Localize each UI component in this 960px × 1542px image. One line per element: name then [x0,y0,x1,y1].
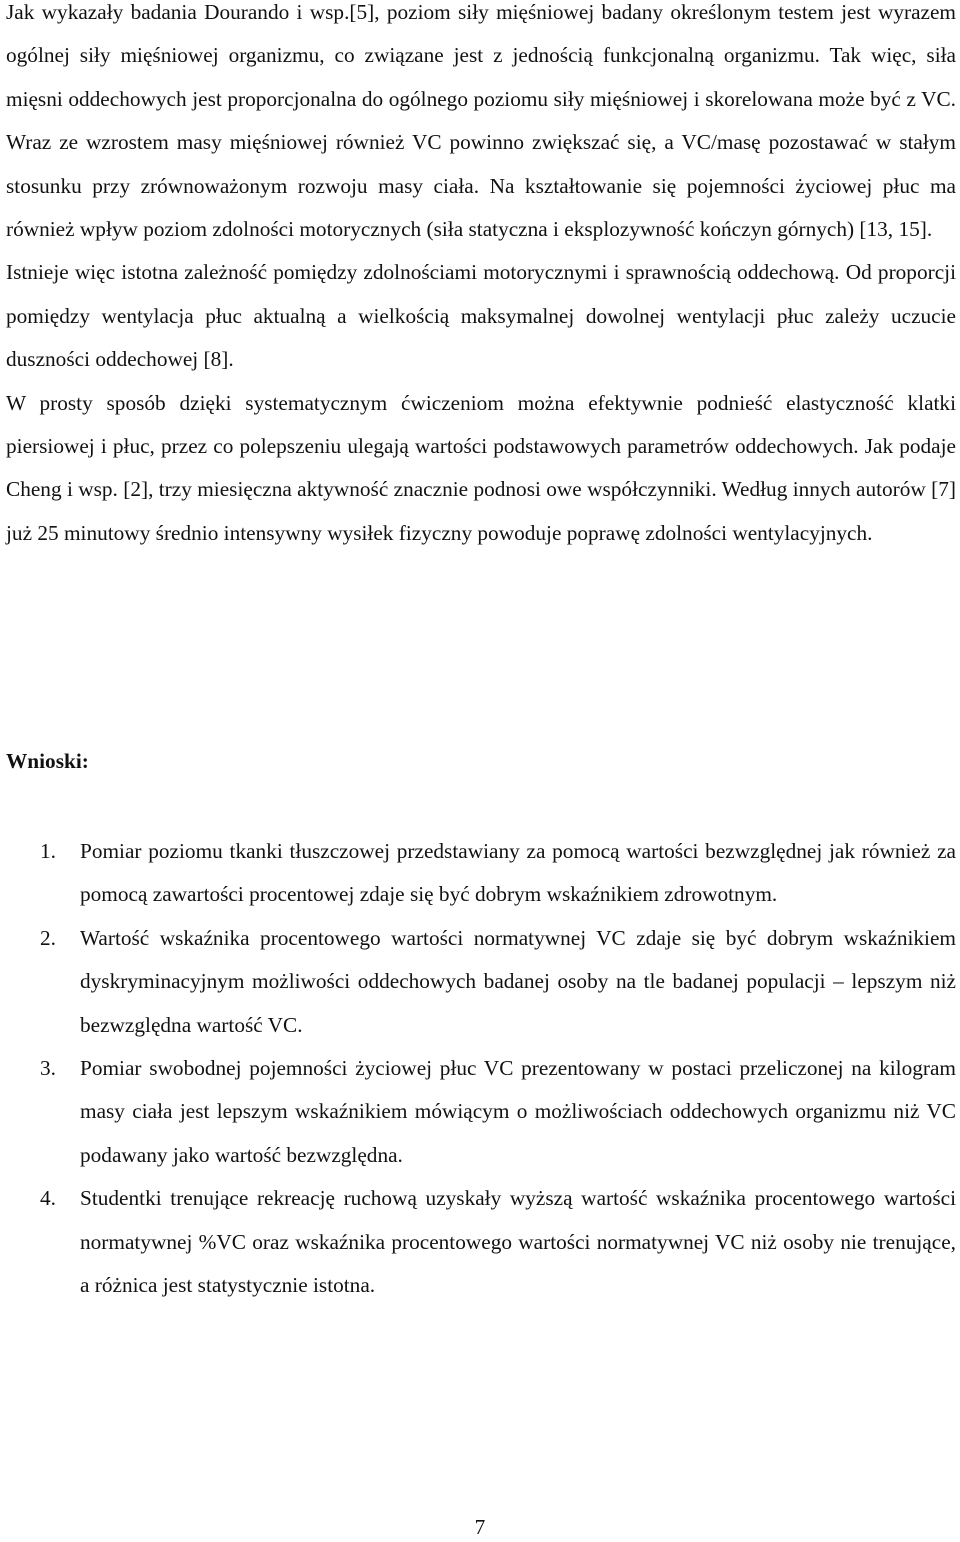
list-item-number: 1. [40,839,56,863]
paragraph: W prosty sposób dzięki systematycznym ćwiczeniom można efektywnie podnieść elastyczność klatki piersiowej i płuc, przez co polepszeniu ulegają wartości podstawowych parametrów oddechowych. Jak podaje Cheng i wsp. [2], trzy miesięczna aktywność znacznie podnosi owe współczynniki. Według innych autorów [7] już 25 minutowy średnio intensywny wysiłek fizyczny powoduje poprawę zdolności wentylacyjnych. [6,390,956,545]
list-item [0,917,956,1047]
list-item-text: Pomiar poziomu tkanki tłuszczowej przedstawiany za pomocą wartości bezwzględnej jak również za pomocą zawartości procentowej zdaje się być dobrym wskaźnikiem zdrowotnym. [80,839,956,907]
list-item [0,830,956,917]
list-item-number: 2. [40,925,56,950]
list-item-number: 3. [40,1056,56,1081]
conclusions-heading: Wnioski: [6,749,89,773]
list-item-number: 4. [40,1186,56,1211]
document-body [6,0,956,555]
list-item-text: Pomiar swobodnej pojemności życiowej płuc VC prezentowany w postaci przeliczonej na kilogram masy ciała jest lepszym wskaźnikiem mówiącym o możliwościach oddechowych organizmu niż VC podawany jako wartość bezwzględna. [80,1056,956,1167]
list-item-text: Wartość wskaźnika procentowego wartości normatywnej VC zdaje się być dobrym wskaźnikiem dyskryminacyjnym możliwości oddechowych badanej osoby na tle badanej populacji – lepszym niż bezwzględna wartość VC. [80,925,956,1037]
page-number: 7 [474,1515,486,1539]
paragraph: Jak wykazały badania Dourando i wsp.[5], poziom siły mięśniowej badany określonym testem jest wyrazem ogólnej siły mięśniowej organizmu, co związane jest z jednością funkcjonalną organizmu. Tak więc, siła mięsni oddechowych jest proporcjonalna do ogólnego poziomu siły mięśniowej i skorelowana może być z VC. Wraz ze wzrostem masy mięśniowej również VC powinno zwiększać się, a VC/masę pozostawać w stałym stosunku przy zrównoważonym rozwoju masy ciała. Na kształtowanie się pojemności życiowej płuc ma również wpływ poziom zdolności motorycznych (siła statyczna i eksplozywność kończyn górnych) [13, 15]. [6,0,956,242]
list-item [0,1177,956,1307]
list-item [0,1047,956,1177]
list-item-text: Studentki trenujące rekreację ruchową uzyskały wyższą wartość wskaźnika procentowego wartości normatywnej %VC oraz wskaźnika procentowego wartości normatywnej VC niż osoby nie trenujące, a różnica jest statystycznie istotna. [80,1186,956,1298]
paragraph: Istnieje więc istotna zależność pomiędzy zdolnościami motorycznymi i sprawnością oddechową. Od proporcji pomiędzy wentylacja płuc aktualną a wielkością maksymalnej dowolnej wentylacji płuc zależy uczucie duszności oddechowej [8]. [6,260,956,372]
conclusions-list [0,830,956,1307]
